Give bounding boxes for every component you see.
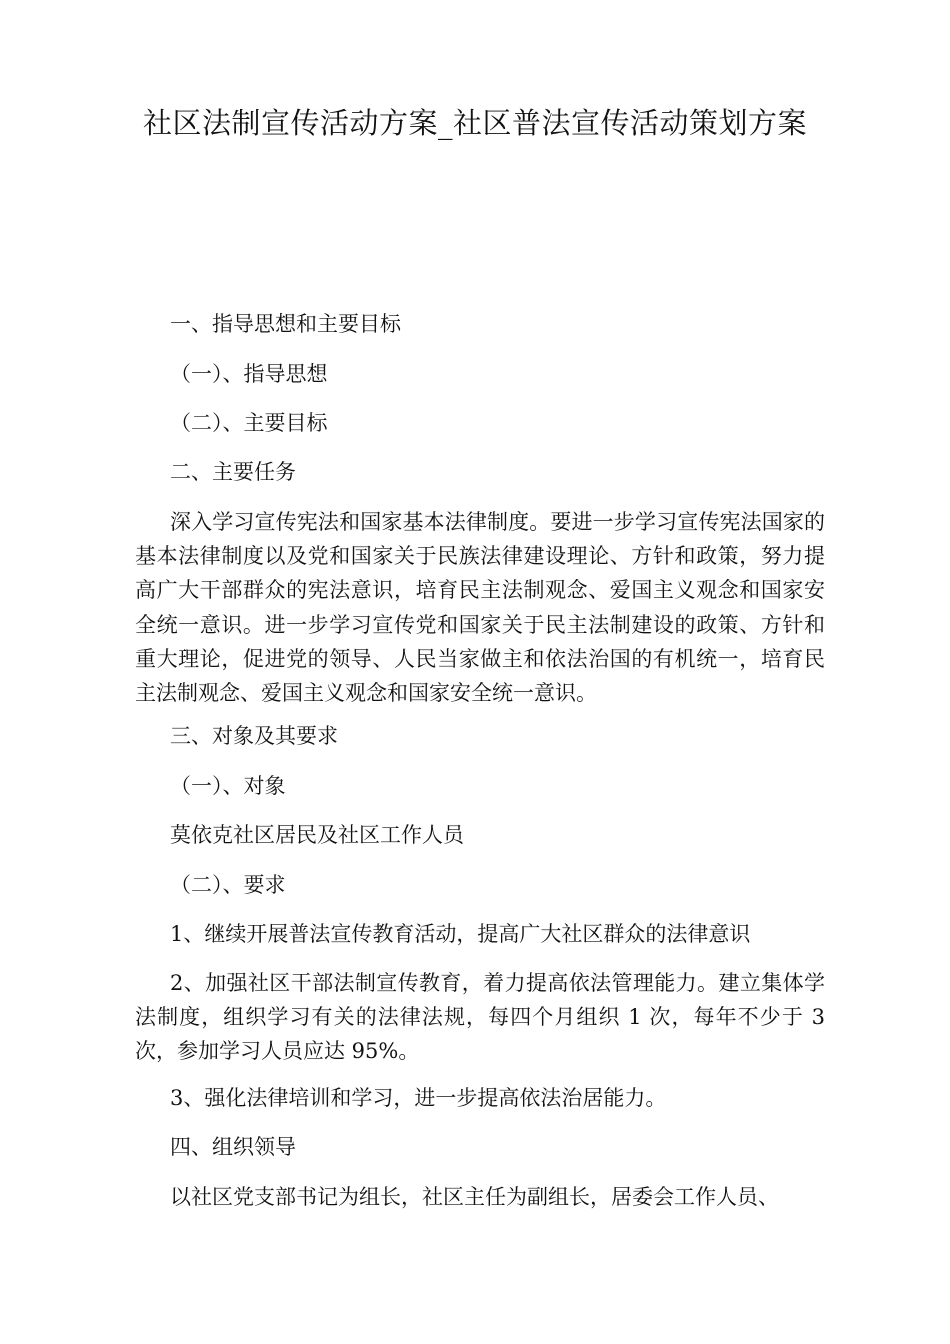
subheading-requirements: （二）、要求 xyxy=(170,873,286,897)
section-heading-guiding-thoughts: 一、指导思想和主要目标 xyxy=(170,312,401,336)
paragraph-organization: 以社区党支部书记为组长，社区主任为副组长，居委会工作人员、 xyxy=(170,1185,779,1209)
requirement-item-1: 1、继续开展普法宣传教育活动，提高广大社区群众的法律意识 xyxy=(170,922,751,946)
section-heading-main-tasks: 二、主要任务 xyxy=(170,460,296,484)
section-heading-organization: 四、组织领导 xyxy=(170,1135,296,1159)
requirement-item-3: 3、强化法律培训和学习，进一步提高依法治居能力。 xyxy=(170,1086,667,1110)
requirement-item-2: 2、加强社区干部法制宣传教育，着力提高依法管理能力。建立集体学法制度，组织学习有关的法律法规，每四个月组织 1 次，每年不少于 3 次，参加学习人员应达 95%。 xyxy=(135,971,825,1064)
paragraph-targets: 莫依克社区居民及社区工作人员 xyxy=(170,823,464,847)
section-heading-targets-requirements: 三、对象及其要求 xyxy=(170,724,338,748)
document-title: 社区法制宣传活动方案_社区普法宣传活动策划方案 xyxy=(142,106,807,140)
paragraph-main-tasks: 深入学习宣传宪法和国家基本法律制度。要进一步学习宣传宪法国家的基本法律制度以及党和国家关于民族法律建设理论、方针和政策，努力提高广大干部群众的宪法意识，培育民主法制观念、爱国主义观念和国家安全统一意识。进一步学习宣传党和国家关于民主法制建设的政策、方针和重大理论，促进党的领导、人民当家做主和依法治国的有机统一，培育民主法制观念、爱国主义观念和国家安全统一意识。 xyxy=(135,510,825,706)
subheading-guiding-thought: （一）、指导思想 xyxy=(170,362,328,386)
subheading-main-goals: （二）、主要目标 xyxy=(170,411,328,435)
subheading-targets: （一）、对象 xyxy=(170,774,286,798)
